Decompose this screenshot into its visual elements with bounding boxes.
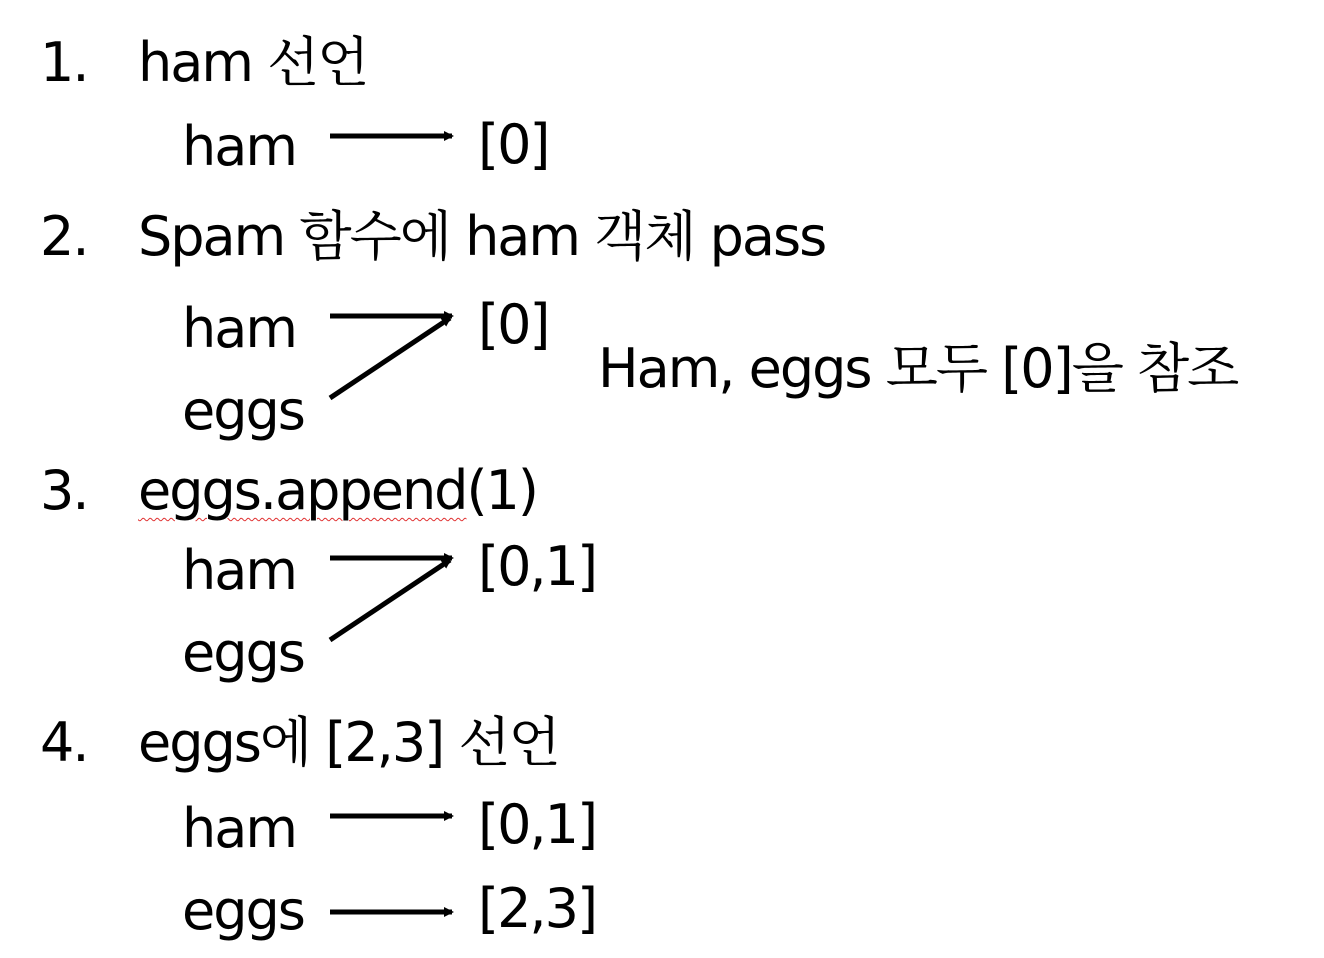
step-4-number: 4. (40, 711, 88, 774)
step-4-ham-label: ham (182, 797, 296, 860)
step-2-value: [0] (478, 293, 549, 356)
step-3-heading-arg: (1) (466, 459, 537, 522)
step-3-eggs-label: eggs (182, 621, 304, 684)
step-1-heading: ham 선언 (138, 31, 368, 94)
step-2-heading: Spam 함수에 ham 객체 pass (138, 205, 826, 268)
step-3-number: 3. (40, 459, 88, 522)
step-3-ham-label: ham (182, 539, 296, 602)
step-3-heading-code: eggs.append (138, 459, 467, 522)
step-4-eggs-value: [2,3] (478, 877, 597, 940)
step-2-note: Ham, eggs 모두 [0]을 참조 (598, 337, 1238, 400)
step-3-heading (138, 459, 537, 522)
step-3-value: [0,1] (478, 535, 597, 598)
step-4-eggs-label: eggs (182, 879, 304, 942)
step-1-number: 1. (40, 31, 88, 94)
step-1-value: [0] (478, 113, 549, 176)
step-4-ham-value: [0,1] (478, 793, 597, 856)
step-1-ham-label: ham (182, 115, 296, 178)
step-3-eggs-arrow (330, 560, 450, 640)
step-2-ham-label: ham (182, 297, 296, 360)
step-2-eggs-label: eggs (182, 379, 304, 442)
step-4-heading: eggs에 [2,3] 선언 (138, 711, 559, 774)
step-2-number: 2. (40, 205, 88, 268)
step-2-eggs-arrow (330, 318, 450, 398)
